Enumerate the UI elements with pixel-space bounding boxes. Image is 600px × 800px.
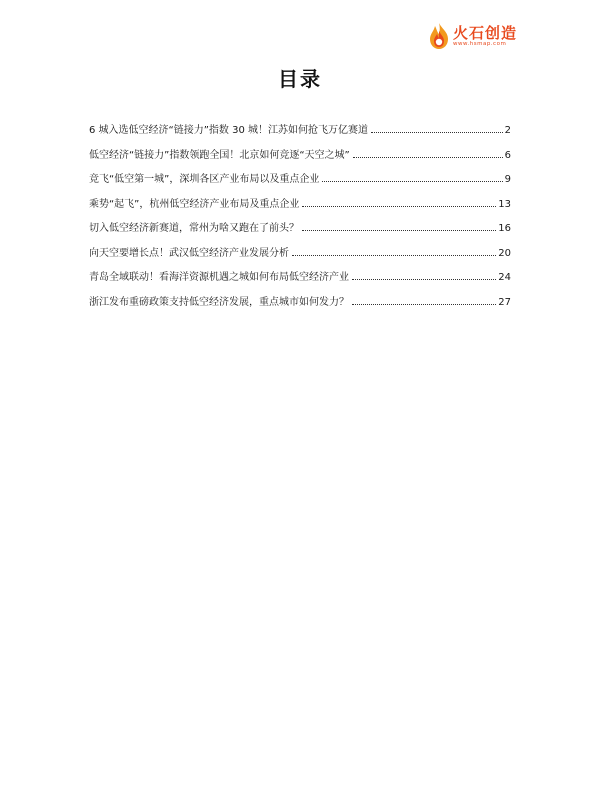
toc-page-number: 13 bbox=[498, 198, 511, 210]
toc-entry[interactable] bbox=[89, 198, 511, 223]
table-of-contents bbox=[89, 124, 511, 320]
toc-entry[interactable] bbox=[89, 271, 511, 296]
toc-dot-leader bbox=[302, 205, 496, 207]
toc-page-number: 16 bbox=[498, 223, 511, 234]
logo-name: 火石创造 bbox=[453, 23, 518, 42]
toc-page-number: 27 bbox=[498, 296, 511, 308]
toc-entry[interactable] bbox=[89, 149, 511, 174]
toc-entry[interactable] bbox=[89, 247, 511, 272]
toc-entry-title: 竞飞“低空第一城”，深圳各区产业布局以及重点企业 bbox=[89, 174, 320, 185]
toc-entry-title: 浙江发布重磅政策支持低空经济发展，重点城市如何发力？ bbox=[89, 296, 349, 308]
toc-page-number: 24 bbox=[498, 272, 511, 283]
toc-dot-leader bbox=[353, 156, 503, 158]
toc-entry-title: 6 城入选低空经济“链接力”指数 30 城！江苏如何抢飞万亿赛道 bbox=[89, 125, 368, 136]
toc-entry[interactable] bbox=[89, 124, 511, 149]
page-title: 目录 bbox=[278, 67, 322, 91]
brand-logo bbox=[428, 22, 517, 50]
toc-entry-title: 乘势“起飞”，杭州低空经济产业布局及重点企业 bbox=[89, 198, 300, 210]
toc-entry-title: 向天空要增长点！武汉低空经济产业发展分析 bbox=[89, 247, 289, 259]
toc-entry-title: 切入低空经济新赛道，常州为啥又跑在了前头？ bbox=[89, 223, 299, 234]
toc-page-number: 9 bbox=[504, 174, 511, 185]
toc-dot-leader bbox=[352, 303, 496, 305]
toc-entry[interactable] bbox=[89, 173, 511, 198]
toc-entry[interactable] bbox=[89, 296, 511, 321]
toc-dot-leader bbox=[302, 229, 496, 231]
toc-page-number: 6 bbox=[504, 149, 511, 161]
toc-entry[interactable] bbox=[89, 222, 511, 247]
toc-page-number: 20 bbox=[498, 247, 511, 259]
toc-dot-leader bbox=[371, 131, 503, 133]
toc-entry-title: 低空经济“链接力”指数领跑全国！北京如何竞逐“天空之城” bbox=[89, 149, 350, 161]
logo-url: www.hsmap.com bbox=[453, 40, 507, 47]
toc-dot-leader bbox=[352, 278, 496, 280]
toc-dot-leader bbox=[292, 254, 496, 256]
toc-entry-title: 青岛全域联动！看海洋资源机遇之城如何布局低空经济产业 bbox=[89, 272, 349, 283]
toc-page-number: 2 bbox=[504, 125, 511, 136]
flame-icon bbox=[428, 22, 450, 50]
toc-dot-leader bbox=[322, 180, 502, 182]
